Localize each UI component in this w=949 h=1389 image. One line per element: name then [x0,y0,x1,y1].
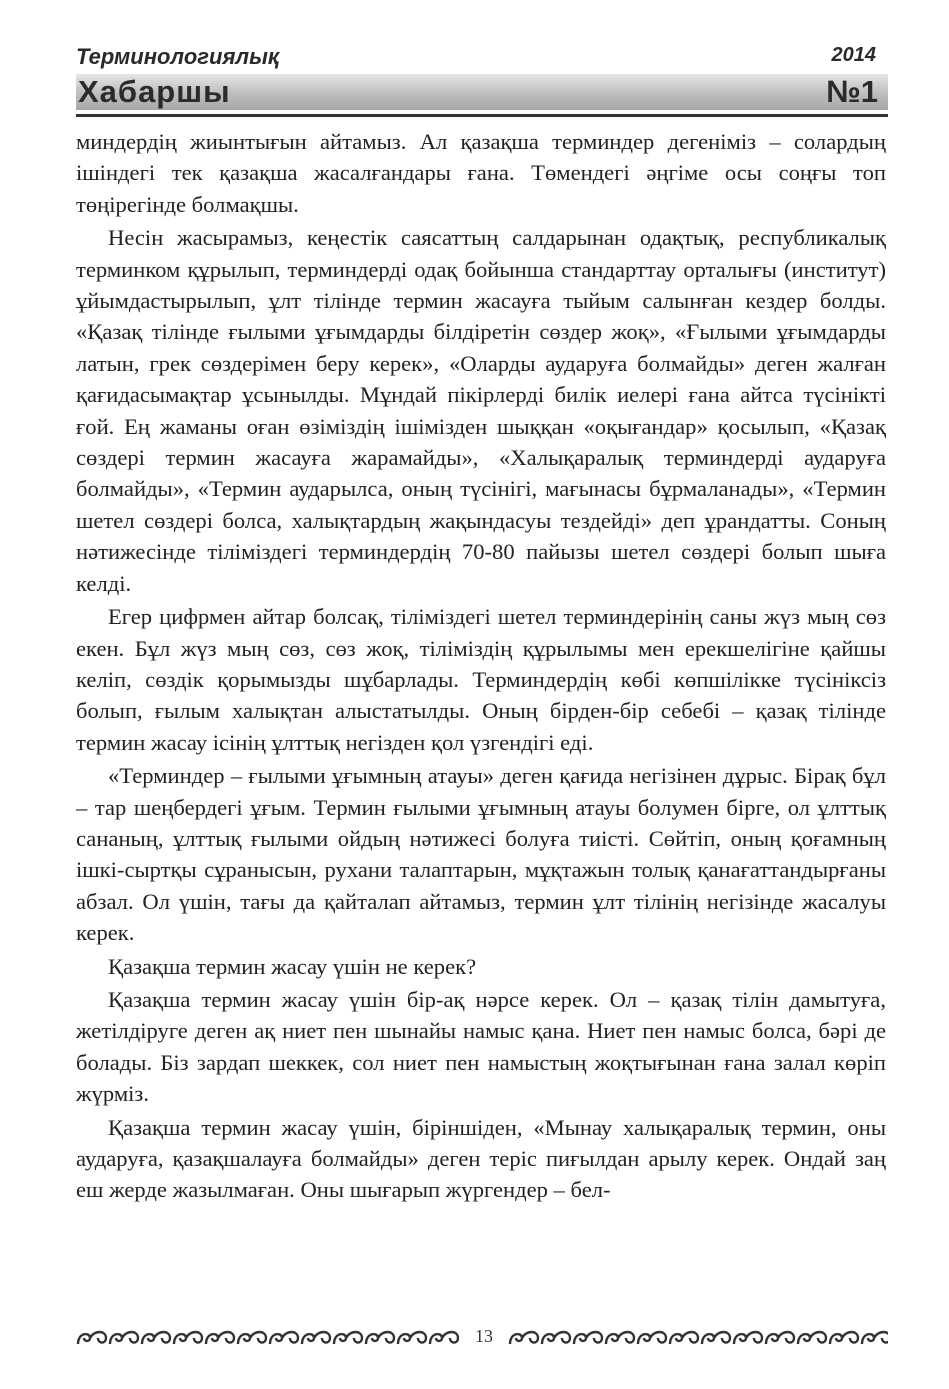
ornament-left-icon [76,1326,460,1350]
article-body [76,126,886,1208]
paragraph: миндердің жиынтығын айтамыз. Ал қазақша терминдер дегеніміз – солардың ішіндегі тек қазақша жасалғандары ғана. Төмендегі әңгіме осы соңғы топ төңірегінде болмақшы. [76,129,886,217]
footer-ornament [76,1324,888,1352]
paragraph: Егер цифрмен айтар болсақ, тіліміздегі шетел терминдерінің саны жүз мың сөз екен. Бұл жүз мың сөз, сөз жоқ, тіліміздің құрылымы мен ерекшелігіне қайшы келіп, сөздік қорымызды шұбарлады. Терминдердің көбі көпшілікке түсініксіз болып, ғылым халықтан алыстатылды. Оның бірден-бір себебі – қазақ тілінде термин жасау ісінің ұлттық негізден қол үзгендігі еді. [76,604,886,755]
issue-number: №1 [826,74,878,109]
header-divider [76,114,888,117]
paragraph: «Терминдер – ғылыми ұғымның атауы» деген қағида негізінен дұрыс. Бірақ бұл – тар шеңбердегі ұғым. Термин ғылыми ұғымның атауы болумен бірге, ол ұлттық сананың, ұлттық ғылыми ойдың нәтижесі болуға тиісті. Сөйтіп, оның қоғамның ішкі-сыртқы сұранысын, рухани талаптарын, мұқтажын толық қанағаттандырғаны абзал. Ол үшін, тағы да қайталап айтамыз, термин ұлт тілінің негізінде жасалуы керек. [76,763,886,946]
paragraph: Несін жасырамыз, кеңестік саясаттың салдарынан одақтық, республикалық терминком құрылып, терминдерді одақ бойынша стандарттау орталығы (институт) ұйымдастырылып, ұлт тілінде термин жасауға тыйым салынған кездер болды. «Қазақ тілінде ғылыми ұғымдарды білдіретін сөздер жоқ», «Ғылыми ұғымдарды латын, грек сөздерімен беру керек», «Оларды аударуға болмайды» деген жалған қағидасымақтар ұсынылды. Мұндай пікірлерді билік иелері ғана айтса түсінікті ғой. Ең жаманы оған өзіміздің ішімізден шыққан «оқығандар» қосылып, «Қазақ сөздері термин жасауға жарамайды», «Халықаралық терминдерді аударуға болмайды», «Термин аударылса, оның түсінігі, мағынасы бұрмаланады», «Термин шетел сөздері болса, халықтардың жақындасуы тездейді» деп ұрандатты. Соның нәтижесінде тіліміздегі терминдердің 70-80 пайызы шетел сөздері болып шыға келді. [76,225,886,596]
paragraph: Қазақша термин жасау үшін не керек? [108,953,477,979]
paragraph: Қазақша термин жасау үшін бір-ақ нәрсе керек. Ол – қазақ тілін дамытуға, жетілдіруге деген ақ ниет пен шынайы намыс қана. Ниет пен намыс болса, бәрі де болады. Біз зардап шеккек, сол ниет пен намыстың жоқтығынан ғана залал көріп жүрміз. [76,986,886,1107]
header-bar [76,74,888,110]
journal-subtitle: Терминологиялық [76,44,280,69]
running-header [76,44,876,74]
page-number: 13 [475,1326,493,1346]
issue-year: 2014 [831,44,876,66]
paragraph: Қазақша термин жасау үшін, біріншіден, «Мынау халықаралық термин, оны аударуға, қазақшалауға болмайды» деген теріс пиғылдан арылу керек. Ондай заң еш жерде жазылмаған. Оны шығарып жүргендер – бел- [76,1114,886,1203]
journal-title: Хабаршы [78,74,231,109]
ornament-right-icon [508,1326,888,1350]
